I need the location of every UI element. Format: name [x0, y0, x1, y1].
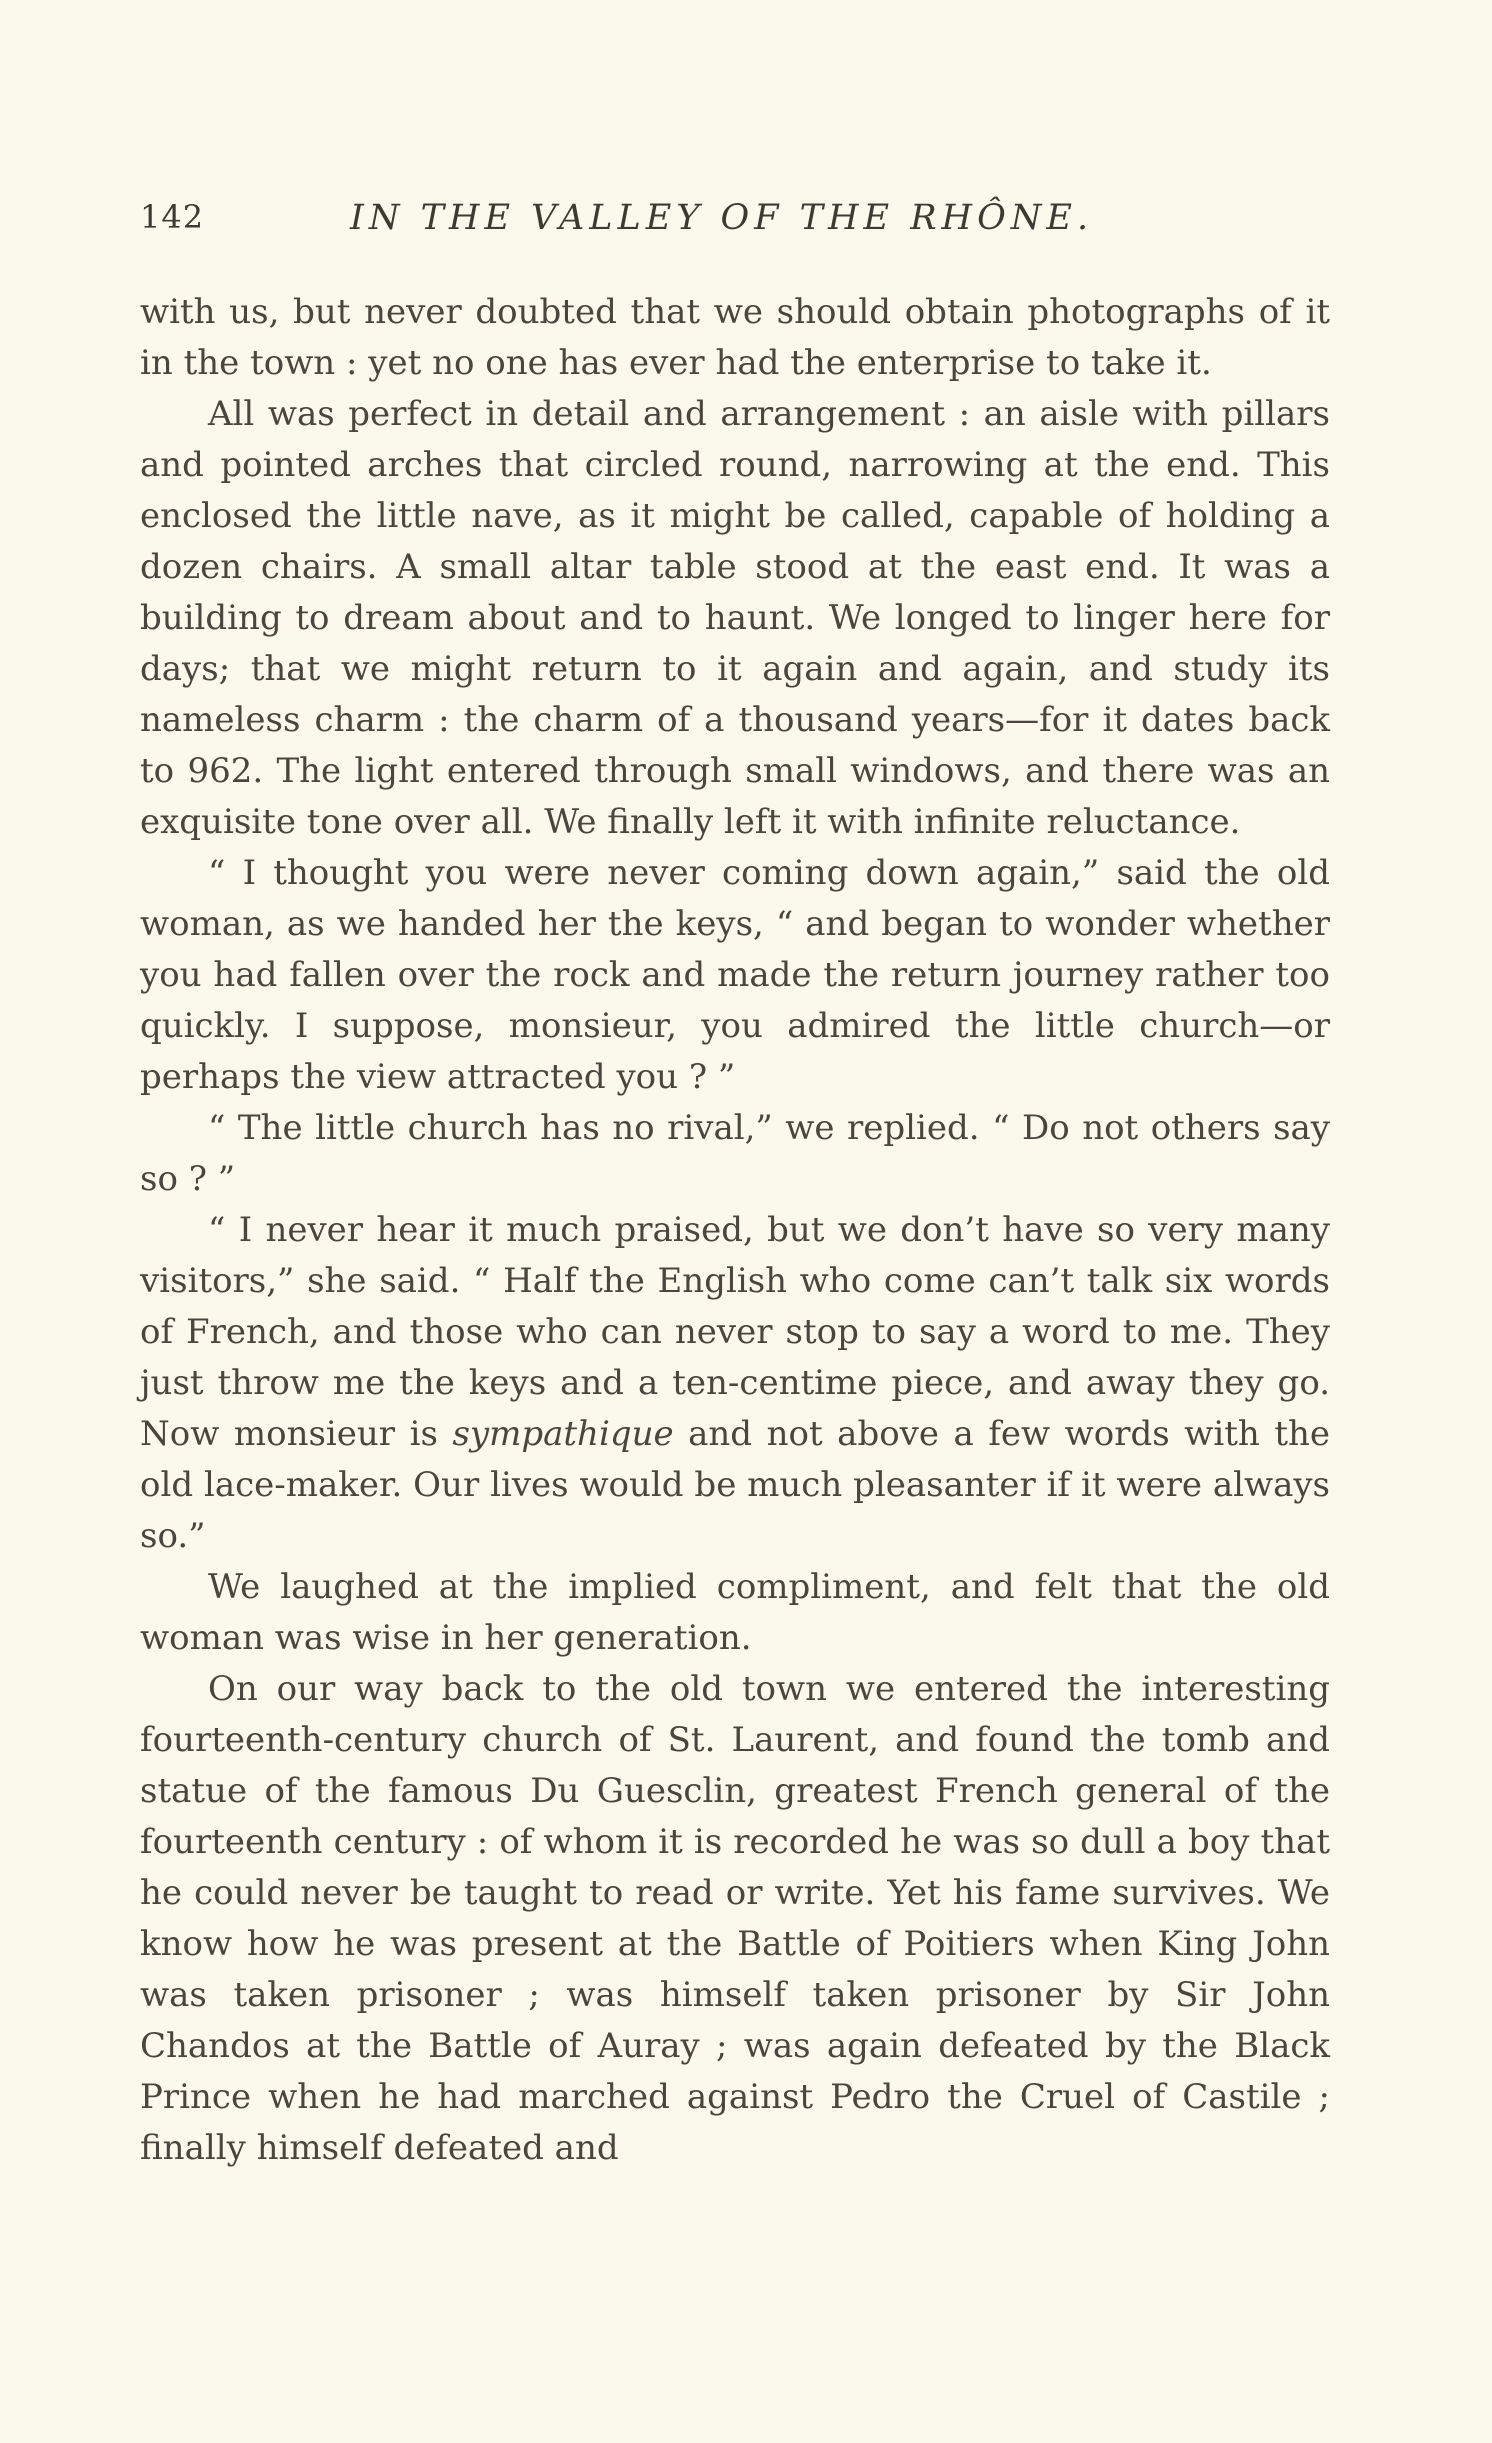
paragraph-continuation: with us, but never doubted that we should obtain photographs of it in the town : yet no one has ever had the enterprise to take it.	[140, 292, 1330, 383]
paragraph-visitors	[140, 1205, 1330, 1562]
page-header	[140, 198, 1330, 246]
page-number: 142	[140, 198, 205, 236]
paragraph-chapel-description: All was perfect in detail and arrangement : an aisle with pillars and pointed arches that circled round, narrowing at the end. This enclosed the little nave, as it might be called, capable of holding a dozen chairs. A small altar table stood at the east end. It was a building to dream about and to haunt. We longed to linger here for days; that we might return to it again and again, and study its nameless charm : the charm of a thousand years—for it dates back to 962. The light entered through small windows, and there was an exquisite tone over all. We finally left it with infinite reluctance.	[140, 394, 1330, 842]
body-text	[140, 287, 1330, 2174]
paragraph-du-guesclin: On our way back to the old town we entered the interesting fourteenth-century church of St. Laurent, and found the tomb and statue of the famous Du Guesclin, greatest French general of the fourteenth century : of whom it is recorded he was so dull a boy that he could never be taught to read or write. Yet his fame survives. We know how he was present at the Battle of Poitiers when King John was taken prisoner ; was himself taken prisoner by Sir John Chandos at the Battle of Auray ; was again defeated by the Black Prince when he had marched against Pedro the Cruel of Castile ; finally himself defeated and	[140, 1669, 1330, 2168]
paragraph-old-woman-speaks: “ I thought you were never coming down again,” said the old woman, as we handed her the keys, “ and began to wonder whether you had fallen over the rock and made the return journey rather too quickly. I suppose, monsieur, you admired the little church—or perhaps the view attracted you ? ”	[140, 853, 1330, 1097]
running-head: IN THE VALLEY OF THE RHÔNE.	[350, 198, 1094, 238]
paragraph-reply: “ The little church has no rival,” we replied. “ Do not others say so ? ”	[140, 1108, 1330, 1199]
italic-word-sympathique: sympathique	[452, 1414, 674, 1454]
paragraph-visitors-after: and not above a few words with the old lace-maker. Our lives would be much pleasanter if it were always so.”	[140, 1414, 1330, 1556]
paragraph-visitors-before: “ I never hear it much praised, but we don’t have so very many visitors,” she said. “ Half the English who come can’t talk six words of French, and those who can never stop to say a word to me. They just throw me the keys and a ten-centime piece, and away they go. Now monsieur is	[140, 1210, 1330, 1454]
paragraph-compliment: We laughed at the implied compliment, and felt that the old woman was wise in her generation.	[140, 1567, 1330, 1658]
